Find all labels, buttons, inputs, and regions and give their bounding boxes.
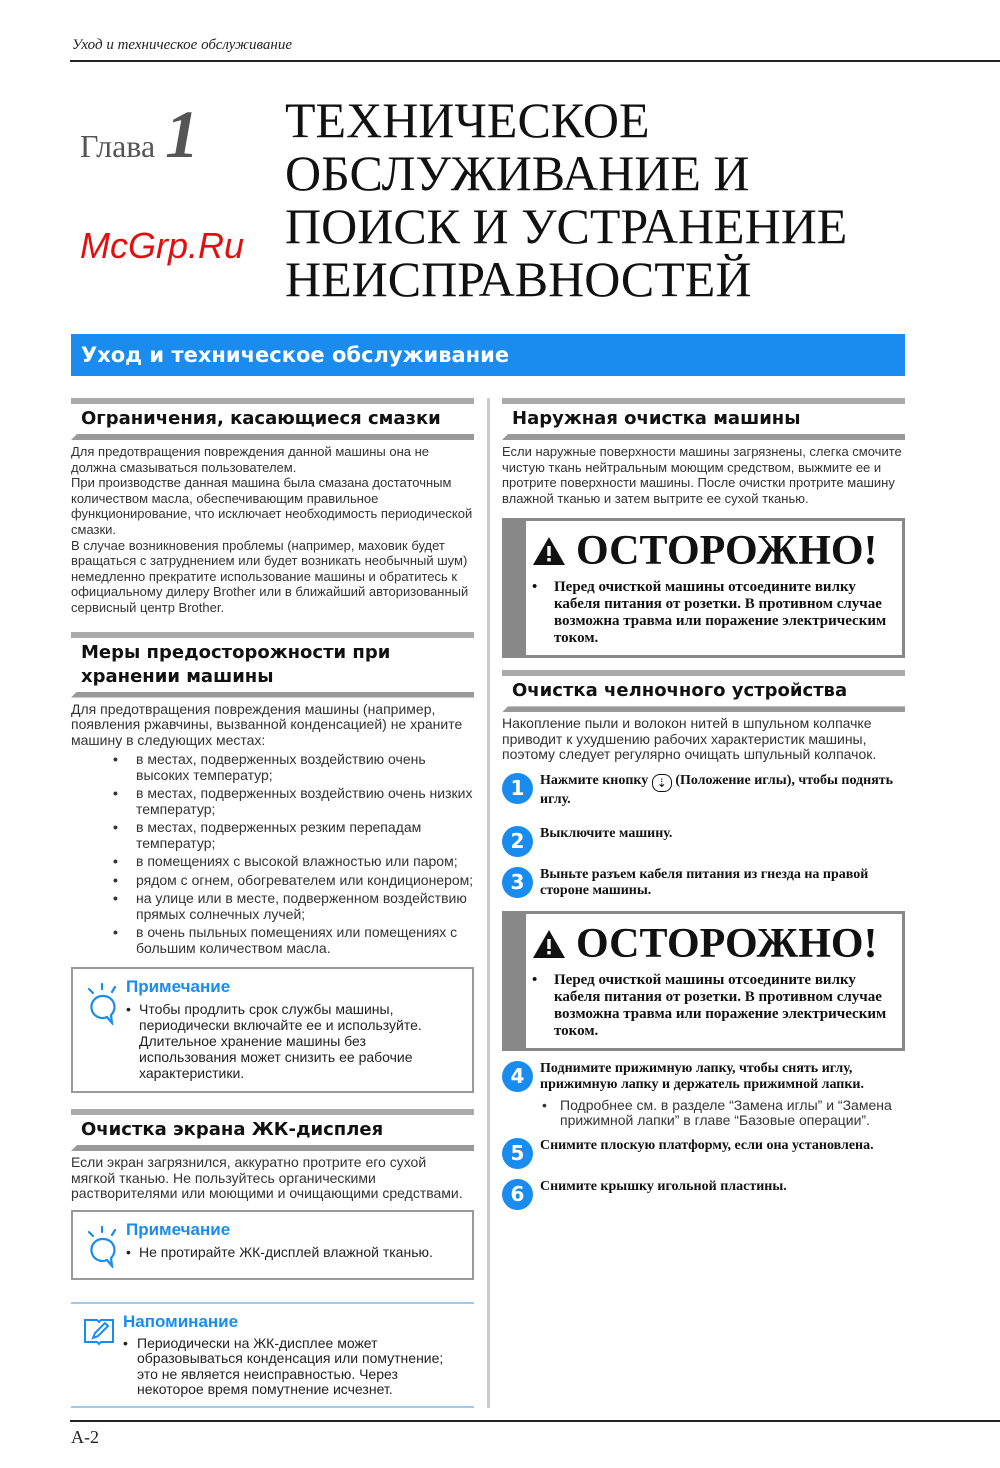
title-line: ТЕХНИЧЕСКОЕ [285, 92, 650, 148]
step-text: Поднимите прижимную лапку, чтобы снять иглу, прижимную лапку и держатель прижимной лапки. [540, 1060, 865, 1092]
step-number: 1 [502, 773, 533, 804]
page-title [285, 94, 985, 306]
reminder-title: Напоминание [123, 1311, 239, 1331]
list-item: • в местах, подверженных воздействию очень высоких температур; [113, 752, 474, 783]
note-title: Примечание [126, 977, 231, 997]
right-column [502, 398, 905, 1408]
chapter-label [80, 95, 199, 174]
note-title: Примечание [126, 1219, 231, 1239]
section-heading: Наружная очистка машины [512, 408, 801, 429]
section-heading: Ограничения, касающиеся смазки [81, 408, 441, 429]
step-text: Выньте разъем кабеля питания из гнезда на правой стороне машины. [540, 866, 869, 898]
caution-title: ОСТОРОЖНО! [576, 528, 878, 575]
step-2 [502, 826, 905, 857]
content-columns [71, 398, 905, 1408]
step-6 [502, 1179, 905, 1210]
header-divider [70, 60, 1000, 62]
note-text: • Чтобы продлить срок службы машины, периодически включайте ее и используйте. Длительное хранение машины без использования может снизить ее рабочие характеристики. [126, 1001, 464, 1081]
paragraph: Для предотвращения повреждения данной машины она не должна смазываться пользователем. [71, 444, 430, 475]
step-3 [502, 867, 905, 899]
title-line: НЕИСПРАВНОСТЕЙ [285, 251, 752, 307]
note-text: • Не протирайте ЖК-дисплей влажной тканью. [126, 1244, 464, 1260]
storage-list [113, 752, 474, 959]
step-number: 5 [502, 1138, 533, 1169]
left-column [71, 398, 474, 1408]
step-text: Снимите крышку игольной пластины. [540, 1178, 787, 1194]
step-number: 3 [502, 867, 533, 898]
section-header-lcd [71, 1109, 474, 1151]
reminder-text: • Периодически на ЖК-дисплее может образовываться конденсация или помутнение; это не является неисправностью. Через некоторое время помутнение исчезнет. [123, 1336, 468, 1398]
list-item: • в местах, подверженных воздействию очень низких температур; [113, 786, 474, 817]
step-4 [502, 1061, 905, 1128]
chapter-word: Глава [80, 128, 156, 164]
title-line: ПОИСК И УСТРАНЕНИЕ [285, 198, 848, 254]
title-line: ОБСЛУЖИВАНИЕ И [285, 145, 750, 201]
section-heading: Меры предосторожности при хранении машины [81, 641, 391, 687]
needle-position-button-icon: ⇣ [652, 774, 672, 792]
exterior-text: Если наружные поверхности машины загрязнены, слегка смочите чистую ткань нейтральным моющим средством, выжмите ее и протрите поверхности машины. После очистки протрите машину влажной тканью и затем вытрите ее сухой тканью. [502, 444, 902, 506]
lubrication-text [71, 444, 474, 616]
list-item: • в помещениях с высокой влажностью или паром; [113, 854, 474, 870]
footer-divider [70, 1420, 1000, 1422]
section-header-lubrication [71, 398, 474, 440]
note-box [71, 1210, 474, 1280]
lightbulb-icon [85, 983, 121, 1025]
page-number: A-2 [71, 1426, 99, 1447]
section-header-exterior [502, 398, 905, 440]
paragraph: При производстве данная машина была смазана достаточным количеством масла, обеспечивающим правильное функционирование, что исключает необходимость периодической смазки. [71, 475, 473, 537]
watermark: McGrp.Ru [80, 225, 245, 266]
step-5 [502, 1138, 905, 1169]
section-header-race [502, 670, 905, 712]
step-number: 2 [502, 826, 533, 857]
step-text: Выключите машину. [540, 825, 673, 841]
memo-book-icon [83, 1316, 115, 1346]
list-item: • на улице или в месте, подверженном воздействию прямых солнечных лучей; [113, 891, 474, 922]
section-band: Уход и техническое обслуживание [71, 334, 905, 376]
race-text: Накопление пыли и волокон нитей в шпульном колпачке приводит к ухудшению рабочих характеристик машины, поэтому следует регулярно очищать шпульный колпачок. [502, 715, 877, 763]
lightbulb-icon [85, 1226, 121, 1268]
reminder-box [71, 1302, 474, 1408]
caution-title: ОСТОРОЖНО! [576, 920, 878, 967]
running-head: Уход и техническое обслуживание [72, 37, 292, 53]
list-item: • в очень пыльных помещениях или помещениях с большим количеством масла. [113, 925, 474, 956]
section-heading: Очистка экрана ЖК-дисплея [81, 1119, 384, 1141]
list-item: • в местах, подверженных резким перепадам температур; [113, 820, 474, 851]
step-number: 6 [502, 1179, 533, 1210]
storage-intro: Для предотвращения повреждения машины (например, появления ржавчины, вызванной конденсацией) не храните машину в следующих местах: [71, 700, 463, 748]
step-text: Снимите плоскую платформу, если она установлена. [540, 1137, 874, 1153]
step-subnote: • Подробнее см. в разделе “Замена иглы” и “Замена прижимной лапки” в главе “Базовые операции”. [540, 1098, 905, 1128]
caution-box [502, 518, 905, 658]
chapter-number: 1 [165, 96, 200, 172]
caution-text: • Перед очисткой машины отсоедините вилку кабеля питания от розетки. В противном случае возможна травма или поражение электрическим током. [526, 972, 902, 1048]
paragraph: В случае возникновения проблемы (например, маховик будет вращаться с затруднением или будет возникать необычный шум) немедленно прекратите использование машины и обратитесь к официальному дилеру Brother или в ближайший авторизованный сервисный центр Brother. [71, 537, 469, 615]
warning-triangle-icon [532, 536, 566, 566]
step-number: 4 [502, 1061, 533, 1092]
column-divider [487, 398, 490, 1408]
step-text: Нажмите кнопку [540, 772, 649, 788]
lcd-text: Если экран загрязнился, аккуратно протрите его сухой мягкой тканью. Не пользуйтесь органическими растворителями или моющими и очищающими средствами. [71, 1154, 463, 1202]
section-heading: Очистка челночного устройства [512, 680, 848, 702]
step-1 [502, 773, 905, 808]
warning-triangle-icon [532, 929, 566, 959]
step-text: (Положение иглы), чтобы поднять иглу. [540, 772, 894, 807]
note-box [71, 967, 474, 1093]
caution-text: • Перед очисткой машины отсоедините вилку кабеля питания от розетки. В противном случае возможна травма или поражение электрическим током. [526, 579, 902, 655]
list-item: • рядом с огнем, обогревателем или кондиционером; [113, 873, 474, 889]
caution-box [502, 911, 905, 1051]
section-header-storage [71, 632, 474, 698]
